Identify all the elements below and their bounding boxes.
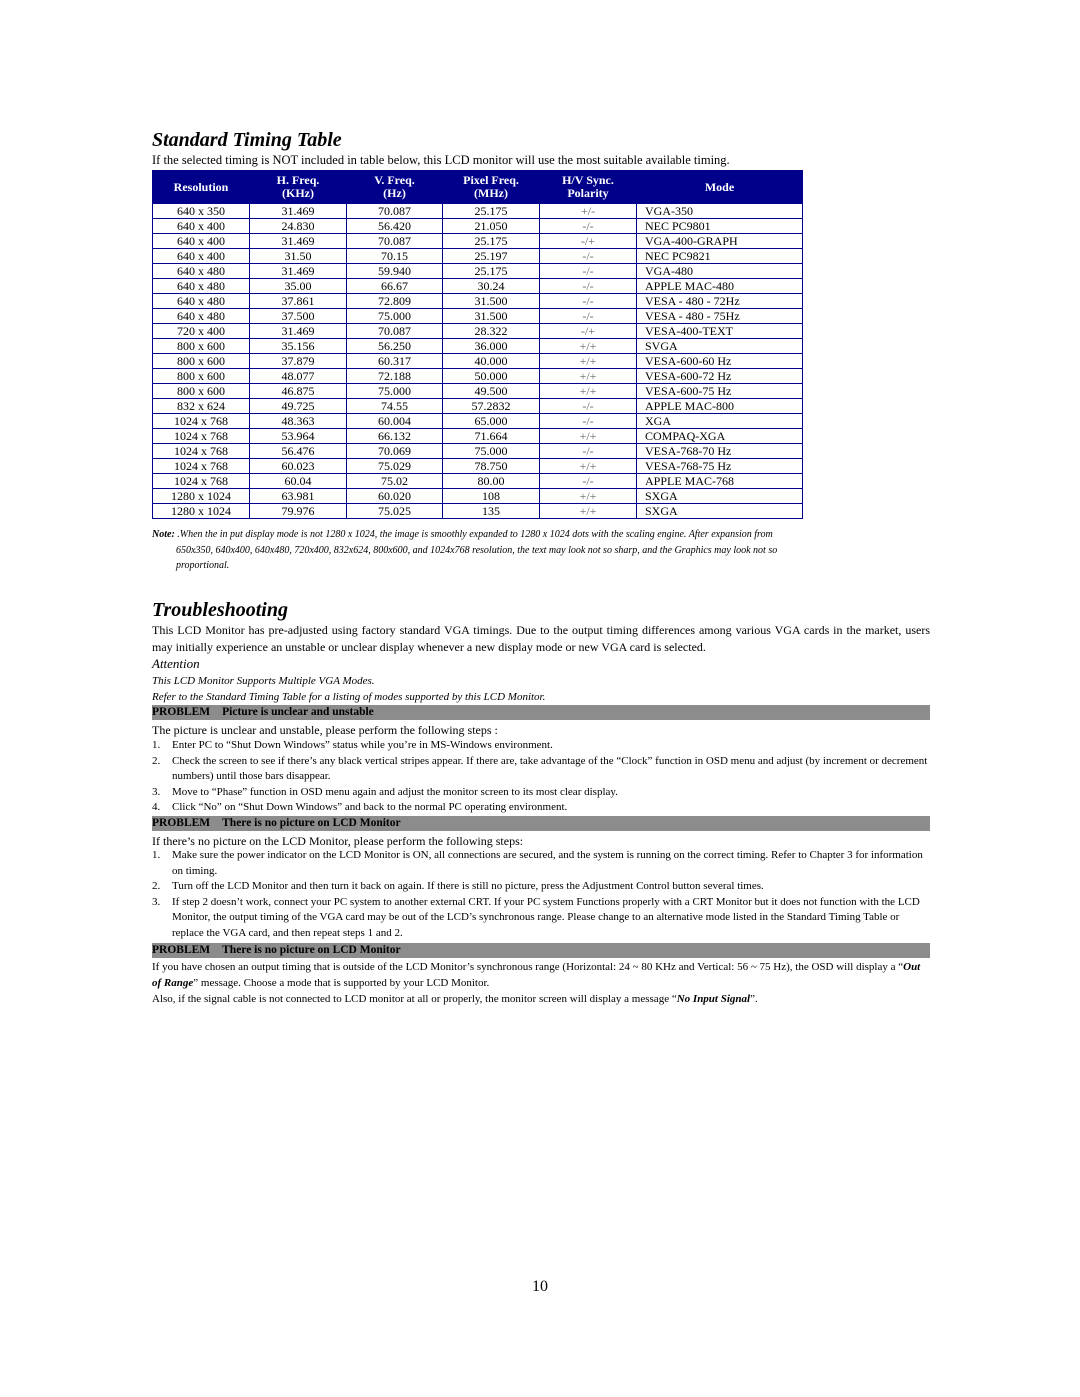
cell-resolution: 640 x 480 <box>153 309 250 324</box>
cell-pixel: 28.322 <box>443 324 540 339</box>
cell-sync: +/+ <box>540 459 637 474</box>
table-row <box>153 489 803 504</box>
header-hfreq <box>250 171 347 204</box>
cell-vfreq: 59.940 <box>347 264 443 279</box>
cell-mode: NEC PC9801 <box>637 219 803 234</box>
cell-mode: SXGA <box>637 504 803 519</box>
step-text: Check the screen to see if there’s any black vertical stripes appear. If there are, take advantage of the “Clock” function in OSD menu and adjust (by increment or decrement numbers) until those bars disappear. <box>172 754 928 782</box>
cell-hfreq: 56.476 <box>250 444 347 459</box>
steps-list-no-picture <box>152 848 930 941</box>
cell-vfreq: 66.132 <box>347 429 443 444</box>
header-sync-label: H/V Sync. <box>562 173 614 187</box>
cell-mode: APPLE MAC-768 <box>637 474 803 489</box>
timing-table <box>152 170 803 519</box>
cell-pixel: 36.000 <box>443 339 540 354</box>
header-pixel <box>443 171 540 204</box>
cell-hfreq: 37.879 <box>250 354 347 369</box>
cell-mode: VGA-400-GRAPH <box>637 234 803 249</box>
emphasis-out-of-range: Out of Range <box>152 961 921 989</box>
step-text: Click “No” on “Shut Down Windows” and back to the normal PC operating environment. <box>172 801 568 813</box>
cell-pixel: 21.050 <box>443 219 540 234</box>
note-line-2: 650x350, 640x400, 640x480, 720x400, 832x624, 800x600, and 1024x768 resolution, the text may look not so sharp, and the Graphics may look not so <box>176 544 778 556</box>
table-row <box>153 279 803 294</box>
step-number: 1. <box>152 849 161 861</box>
cell-pixel: 25.175 <box>443 264 540 279</box>
emphasis-no-input-signal: No Input Signal <box>676 993 751 1005</box>
cell-vfreq: 70.087 <box>347 204 443 219</box>
list-item <box>152 879 930 895</box>
cell-vfreq: 75.025 <box>347 504 443 519</box>
header-mode: Mode <box>637 171 803 204</box>
cell-pixel: 25.175 <box>443 204 540 219</box>
table-row <box>153 309 803 324</box>
cell-sync: +/+ <box>540 369 637 384</box>
cell-resolution: 800 x 600 <box>153 369 250 384</box>
header-vfreq-label: V. Freq. <box>374 173 415 187</box>
cell-resolution: 1024 x 768 <box>153 429 250 444</box>
cell-sync: -/- <box>540 474 637 489</box>
troubleshooting-intro: This LCD Monitor has pre-adjusted using factory standard VGA timings. Due to the output timing differences among various VGA cards in the market, users may initially experience an unstable or unclear display whenever a new display mode or new VGA card is selected. <box>152 623 930 654</box>
step-text: If step 2 doesn’t work, connect your PC system to another external CRT. If your PC system Functions properly with a CRT Monitor but it does not function with the LCD Monitor, the output timing of the VGA card may be out of the LCD’s synchronous range. Please change to an alternative mode listed in the Standard Timing Table or replace the VGA card, and then repeat steps 1 and 2. <box>172 895 920 939</box>
table-row <box>153 234 803 249</box>
cell-pixel: 80.00 <box>443 474 540 489</box>
cell-sync: -/+ <box>540 234 637 249</box>
paragraph-text: If you have chosen an output timing that is outside of the LCD Monitor’s synchronous range (Horizontal: 24 ~ 80 KHz and Vertical: 56 ~ 75 Hz), the OSD will display a “ <box>152 961 904 973</box>
paragraph-text: Also, if the signal cable is not connected to LCD monitor at all or properly, the monitor screen will display a message “ <box>152 993 677 1005</box>
paragraph-text: ”. <box>750 993 758 1005</box>
cell-vfreq: 60.317 <box>347 354 443 369</box>
problem-title: Picture is unclear and unstable <box>222 706 374 718</box>
step-text: Make sure the power indicator on the LCD Monitor is ON, all connections are secured, and the system is running on the correct timing. Refer to Chapter 3 for information on timing. <box>172 849 923 877</box>
cell-resolution: 1024 x 768 <box>153 474 250 489</box>
cell-hfreq: 79.976 <box>250 504 347 519</box>
cell-resolution: 832 x 624 <box>153 399 250 414</box>
cell-pixel: 25.175 <box>443 234 540 249</box>
cell-sync: -/- <box>540 309 637 324</box>
cell-sync: +/+ <box>540 504 637 519</box>
timing-intro: If the selected timing is NOT included in table below, this LCD monitor will use the most suitable available timing. <box>152 153 730 167</box>
step-number: 2. <box>152 754 161 767</box>
cell-sync: -/- <box>540 249 637 264</box>
cell-hfreq: 37.861 <box>250 294 347 309</box>
table-row <box>153 264 803 279</box>
out-of-range-paragraph <box>152 959 930 991</box>
problem-label: PROBLEM <box>152 944 211 956</box>
cell-hfreq: 35.156 <box>250 339 347 354</box>
cell-pixel: 49.500 <box>443 384 540 399</box>
cell-pixel: 71.664 <box>443 429 540 444</box>
cell-hfreq: 31.469 <box>250 204 347 219</box>
step-number: 2. <box>152 880 161 892</box>
attention-heading: Attention <box>152 656 200 671</box>
cell-resolution: 640 x 400 <box>153 249 250 264</box>
cell-sync: -/- <box>540 294 637 309</box>
timing-table-body <box>153 204 803 519</box>
table-row <box>153 204 803 219</box>
cell-resolution: 640 x 480 <box>153 294 250 309</box>
problem-title: There is no picture on LCD Monitor <box>222 944 401 956</box>
cell-hfreq: 63.981 <box>250 489 347 504</box>
cell-resolution: 1024 x 768 <box>153 459 250 474</box>
cell-hfreq: 31.469 <box>250 324 347 339</box>
section-title-timing: Standard Timing Table <box>152 129 342 151</box>
cell-pixel: 65.000 <box>443 414 540 429</box>
cell-vfreq: 56.420 <box>347 219 443 234</box>
cell-resolution: 640 x 400 <box>153 234 250 249</box>
cell-pixel: 40.000 <box>443 354 540 369</box>
table-row <box>153 294 803 309</box>
cell-hfreq: 48.077 <box>250 369 347 384</box>
cell-pixel: 57.2832 <box>443 399 540 414</box>
cell-pixel: 75.000 <box>443 444 540 459</box>
cell-hfreq: 35.00 <box>250 279 347 294</box>
table-row <box>153 339 803 354</box>
step-number: 1. <box>152 739 161 751</box>
cell-pixel: 50.000 <box>443 369 540 384</box>
table-row <box>153 474 803 489</box>
problem-intro: The picture is unclear and unstable, please perform the following steps : <box>152 723 498 737</box>
cell-vfreq: 70.087 <box>347 324 443 339</box>
cell-sync: +/+ <box>540 489 637 504</box>
cell-hfreq: 31.50 <box>250 249 347 264</box>
cell-vfreq: 60.020 <box>347 489 443 504</box>
cell-mode: VESA-600-60 Hz <box>637 354 803 369</box>
header-pixel-label: Pixel Freq. <box>463 173 519 187</box>
cell-resolution: 1280 x 1024 <box>153 489 250 504</box>
cell-vfreq: 70.087 <box>347 234 443 249</box>
table-row <box>153 324 803 339</box>
cell-resolution: 640 x 480 <box>153 279 250 294</box>
cell-mode: VESA-400-TEXT <box>637 324 803 339</box>
cell-pixel: 31.500 <box>443 294 540 309</box>
cell-mode: VESA-600-75 Hz <box>637 384 803 399</box>
table-row <box>153 249 803 264</box>
cell-resolution: 640 x 400 <box>153 219 250 234</box>
cell-mode: VESA-768-70 Hz <box>637 444 803 459</box>
cell-resolution: 1280 x 1024 <box>153 504 250 519</box>
cell-pixel: 78.750 <box>443 459 540 474</box>
cell-vfreq: 75.000 <box>347 384 443 399</box>
cell-resolution: 800 x 600 <box>153 354 250 369</box>
cell-hfreq: 60.023 <box>250 459 347 474</box>
cell-sync: +/+ <box>540 429 637 444</box>
step-number: 3. <box>152 895 161 908</box>
problem-bar-out-of-range <box>152 943 930 958</box>
cell-vfreq: 70.069 <box>347 444 443 459</box>
cell-mode: NEC PC9821 <box>637 249 803 264</box>
header-resolution: Resolution <box>153 171 250 204</box>
problem-bar-unclear <box>152 705 930 720</box>
cell-mode: APPLE MAC-480 <box>637 279 803 294</box>
table-row <box>153 429 803 444</box>
cell-sync: -/- <box>540 414 637 429</box>
cell-pixel: 108 <box>443 489 540 504</box>
cell-sync: -/- <box>540 444 637 459</box>
cell-resolution: 640 x 480 <box>153 264 250 279</box>
cell-pixel: 31.500 <box>443 309 540 324</box>
table-row <box>153 444 803 459</box>
note-line-1: .When the in put display mode is not 1280 x 1024, the image is smoothly expanded to 1280 x 1024 dots with the scaling engine. After expansion from <box>174 529 773 540</box>
cell-hfreq: 31.469 <box>250 234 347 249</box>
cell-resolution: 800 x 600 <box>153 384 250 399</box>
cell-vfreq: 75.02 <box>347 474 443 489</box>
cell-vfreq: 75.029 <box>347 459 443 474</box>
cell-hfreq: 31.469 <box>250 264 347 279</box>
cell-hfreq: 48.363 <box>250 414 347 429</box>
table-row <box>153 384 803 399</box>
header-sync-unit: Polarity <box>567 186 609 200</box>
cell-mode: COMPAQ-XGA <box>637 429 803 444</box>
table-row <box>153 219 803 234</box>
attention-line-1: This LCD Monitor Supports Multiple VGA Modes. <box>152 675 375 687</box>
cell-vfreq: 75.000 <box>347 309 443 324</box>
step-text: Enter PC to “Shut Down Windows” status while you’re in MS-Windows environment. <box>172 739 553 751</box>
note-line-3: proportional. <box>176 560 230 571</box>
cell-sync: -/- <box>540 264 637 279</box>
cell-hfreq: 49.725 <box>250 399 347 414</box>
cell-resolution: 800 x 600 <box>153 339 250 354</box>
cell-sync: +/+ <box>540 354 637 369</box>
table-row <box>153 459 803 474</box>
cell-pixel: 30.24 <box>443 279 540 294</box>
cell-hfreq: 53.964 <box>250 429 347 444</box>
cell-vfreq: 74.55 <box>347 399 443 414</box>
header-pixel-unit: (MHz) <box>474 186 508 200</box>
cell-hfreq: 24.830 <box>250 219 347 234</box>
note-label: Note: <box>152 529 175 540</box>
header-hfreq-unit: (KHz) <box>282 186 314 200</box>
cell-sync: +/+ <box>540 339 637 354</box>
cell-sync: -/- <box>540 219 637 234</box>
no-signal-paragraph <box>152 991 930 1007</box>
cell-resolution: 720 x 400 <box>153 324 250 339</box>
cell-vfreq: 70.15 <box>347 249 443 264</box>
problem-title: There is no picture on LCD Monitor <box>222 817 401 829</box>
header-hfreq-label: H. Freq. <box>276 173 320 187</box>
cell-mode: VGA-350 <box>637 204 803 219</box>
step-number: 3. <box>152 785 161 798</box>
cell-vfreq: 72.809 <box>347 294 443 309</box>
step-text: Turn off the LCD Monitor and then turn it back on again. If there is still no picture, press the Adjustment Control button several times. <box>172 880 764 892</box>
cell-mode: APPLE MAC-800 <box>637 399 803 414</box>
table-row <box>153 369 803 384</box>
cell-hfreq: 60.04 <box>250 474 347 489</box>
section-title-troubleshooting: Troubleshooting <box>152 599 288 621</box>
cell-mode: VESA-768-75 Hz <box>637 459 803 474</box>
cell-sync: +/- <box>540 204 637 219</box>
list-item <box>152 785 930 801</box>
problem-intro: If there’s no picture on the LCD Monitor, please perform the following steps: <box>152 834 524 848</box>
cell-hfreq: 46.875 <box>250 384 347 399</box>
table-row <box>153 399 803 414</box>
attention-line-2: Refer to the Standard Timing Table for a listing of modes supported by this LCD Monitor. <box>152 691 546 703</box>
list-item <box>152 848 930 879</box>
problem-label: PROBLEM <box>152 706 211 718</box>
cell-sync: -/+ <box>540 324 637 339</box>
cell-resolution: 640 x 350 <box>153 204 250 219</box>
cell-mode: VGA-480 <box>637 264 803 279</box>
cell-resolution: 1024 x 768 <box>153 414 250 429</box>
cell-mode: VESA - 480 - 72Hz <box>637 294 803 309</box>
cell-mode: VESA - 480 - 75Hz <box>637 309 803 324</box>
table-row <box>153 504 803 519</box>
cell-pixel: 135 <box>443 504 540 519</box>
cell-pixel: 25.197 <box>443 249 540 264</box>
header-vfreq-unit: (Hz) <box>383 186 406 200</box>
cell-vfreq: 72.188 <box>347 369 443 384</box>
cell-sync: -/- <box>540 279 637 294</box>
table-row <box>153 414 803 429</box>
steps-list-unclear <box>152 738 930 816</box>
cell-resolution: 1024 x 768 <box>153 444 250 459</box>
cell-sync: -/- <box>540 399 637 414</box>
page-number: 10 <box>532 1278 548 1295</box>
list-item <box>152 754 930 785</box>
list-item <box>152 895 930 942</box>
table-row <box>153 354 803 369</box>
cell-mode: VESA-600-72 Hz <box>637 369 803 384</box>
step-number: 4. <box>152 801 161 813</box>
cell-vfreq: 56.250 <box>347 339 443 354</box>
cell-mode: SVGA <box>637 339 803 354</box>
cell-mode: XGA <box>637 414 803 429</box>
timing-table-header <box>153 171 803 204</box>
cell-mode: SXGA <box>637 489 803 504</box>
cell-sync: +/+ <box>540 384 637 399</box>
cell-hfreq: 37.500 <box>250 309 347 324</box>
cell-vfreq: 60.004 <box>347 414 443 429</box>
list-item <box>152 738 930 754</box>
header-sync <box>540 171 637 204</box>
problem-label: PROBLEM <box>152 817 211 829</box>
header-vfreq <box>347 171 443 204</box>
timing-note <box>152 527 912 574</box>
problem-bar-no-picture <box>152 816 930 831</box>
cell-vfreq: 66.67 <box>347 279 443 294</box>
paragraph-text: ” message. Choose a mode that is supported by your LCD Monitor. <box>193 977 490 989</box>
list-item <box>152 800 930 816</box>
step-text: Move to “Phase” function in OSD menu again and adjust the monitor screen to its most clear display. <box>172 785 618 798</box>
